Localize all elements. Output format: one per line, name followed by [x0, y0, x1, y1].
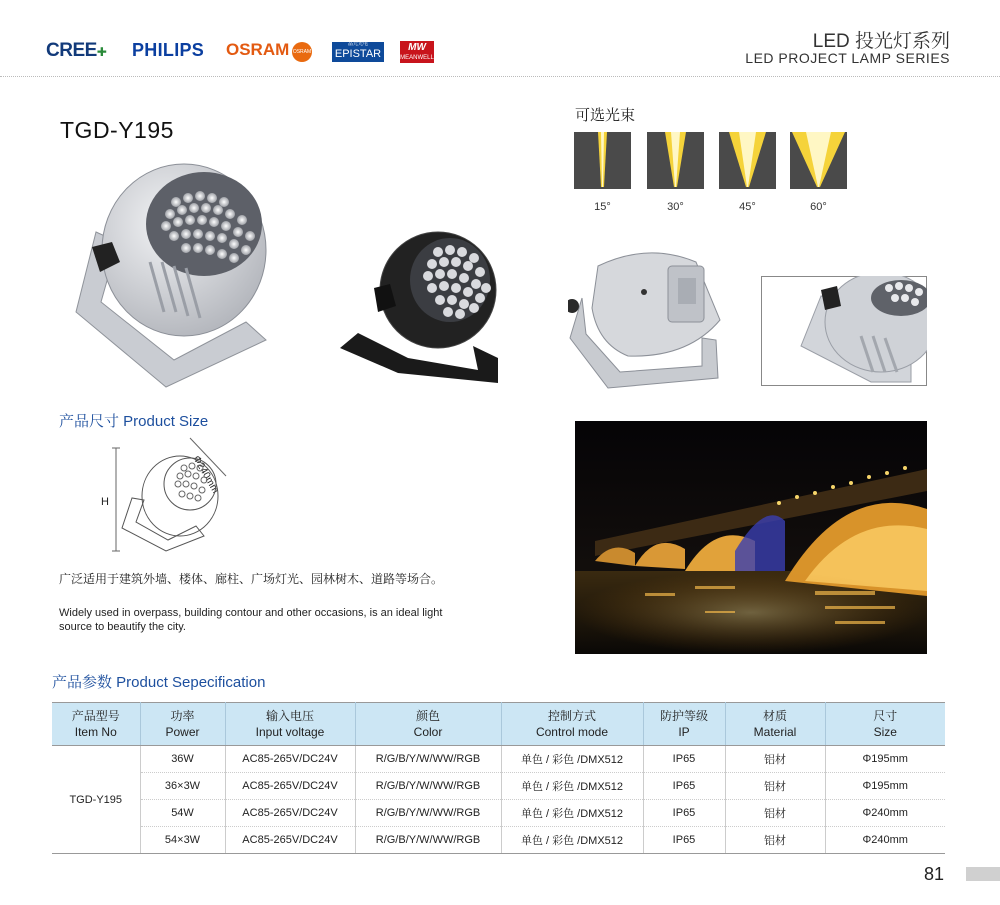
item-no-cell: TGD-Y195	[52, 746, 140, 854]
product-size-title: 产品尺寸 Product Size	[59, 413, 209, 430]
color-cell: R/G/B/Y/W/WW/RGB	[355, 746, 501, 773]
description-cn: 广泛适用于建筑外墙、楼体、廊柱、广场灯光、园林树木、道路等场合。	[59, 572, 444, 586]
spec-section-title: 产品参数 Product Sepecification	[52, 674, 266, 691]
height-label: H	[101, 496, 109, 508]
series-title-en: LED PROJECT LAMP SERIES	[745, 50, 950, 66]
beam-15-icon	[574, 132, 631, 189]
beam-30-icon	[647, 132, 704, 189]
power-cell: 36W	[140, 746, 225, 773]
voltage-cell: AC85-265V/DC24V	[225, 800, 355, 827]
beam-label-15: 15°	[594, 201, 611, 213]
power-cell: 54W	[140, 800, 225, 827]
product-photo-silver	[66, 162, 292, 394]
epistar-logo: 晶元光电 EPISTAR	[332, 42, 384, 62]
diameter-label: Φ240mm	[190, 454, 221, 496]
header-item-no: 产品型号 Item No	[52, 703, 140, 746]
product-model-title: TGD-Y195	[60, 117, 174, 143]
voltage-cell: AC85-265V/DC24V	[225, 827, 355, 854]
size-cell: Φ240mm	[825, 827, 945, 854]
cree-logo: CREE✚	[46, 40, 107, 61]
beam-options-title: 可选光束	[575, 107, 636, 124]
bridge-night-photo	[575, 421, 927, 654]
osram-emblem-icon: OSRAM	[292, 42, 312, 62]
control-cell: 单色 / 彩色 /DMX512	[501, 800, 643, 827]
color-cell: R/G/B/Y/W/WW/RGB	[355, 827, 501, 854]
material-cell: 铝材	[725, 773, 825, 800]
size-cell: Φ240mm	[825, 800, 945, 827]
control-cell: 单色 / 彩色 /DMX512	[501, 827, 643, 854]
beam-label-60: 60°	[810, 201, 827, 213]
ip-cell: IP65	[643, 746, 725, 773]
header-material: 材质 Material	[725, 703, 825, 746]
header-color: 颜色 Color	[355, 703, 501, 746]
beam-label-45: 45°	[739, 201, 756, 213]
power-cell: 36×3W	[140, 773, 225, 800]
voltage-cell: AC85-265V/DC24V	[225, 746, 355, 773]
size-cell: Φ195mm	[825, 773, 945, 800]
philips-logo: PHILIPS	[132, 40, 205, 60]
product-photo-detail	[761, 276, 927, 386]
color-cell: R/G/B/Y/W/WW/RGB	[355, 800, 501, 827]
voltage-cell: AC85-265V/DC24V	[225, 773, 355, 800]
beam-60-icon	[790, 132, 847, 189]
header-ip: 防护等级 IP	[643, 703, 725, 746]
material-cell: 铝材	[725, 800, 825, 827]
page-number: 81	[924, 864, 945, 884]
material-cell: 铝材	[725, 746, 825, 773]
spec-table	[52, 702, 945, 854]
header-size: 尺寸 Size	[825, 703, 945, 746]
beam-label-30: 30°	[667, 201, 684, 213]
page-tab-bar	[966, 867, 1000, 881]
header-input-voltage: 输入电压 Input voltage	[225, 703, 355, 746]
ip-cell: IP65	[643, 827, 725, 854]
table-row	[52, 800, 945, 827]
header-divider	[0, 76, 1000, 77]
color-cell: R/G/B/Y/W/WW/RGB	[355, 773, 501, 800]
meanwell-logo: MW MEANWELL	[400, 42, 434, 61]
size-cell: Φ195mm	[825, 746, 945, 773]
control-cell: 单色 / 彩色 /DMX512	[501, 773, 643, 800]
control-cell: 单色 / 彩色 /DMX512	[501, 746, 643, 773]
series-title-cn: LED 投光灯系列	[812, 31, 950, 52]
table-row	[52, 827, 945, 854]
product-photo-black	[338, 228, 514, 396]
product-size-drawing	[110, 436, 240, 556]
beam-45-icon	[719, 132, 776, 189]
ip-cell: IP65	[643, 773, 725, 800]
header-control-mode: 控制方式 Control mode	[501, 703, 643, 746]
header-power: 功率 Power	[140, 703, 225, 746]
spec-header-row	[52, 703, 945, 746]
table-row	[52, 746, 945, 773]
description-en: Widely used in overpass, building contour and other occasions, is an ideal light source to beautify the city.	[59, 607, 443, 633]
table-row	[52, 773, 945, 800]
osram-logo: OSRAM	[226, 40, 290, 59]
ip-cell: IP65	[643, 800, 725, 827]
power-cell: 54×3W	[140, 827, 225, 854]
product-photo-rear	[568, 248, 724, 398]
material-cell: 铝材	[725, 827, 825, 854]
